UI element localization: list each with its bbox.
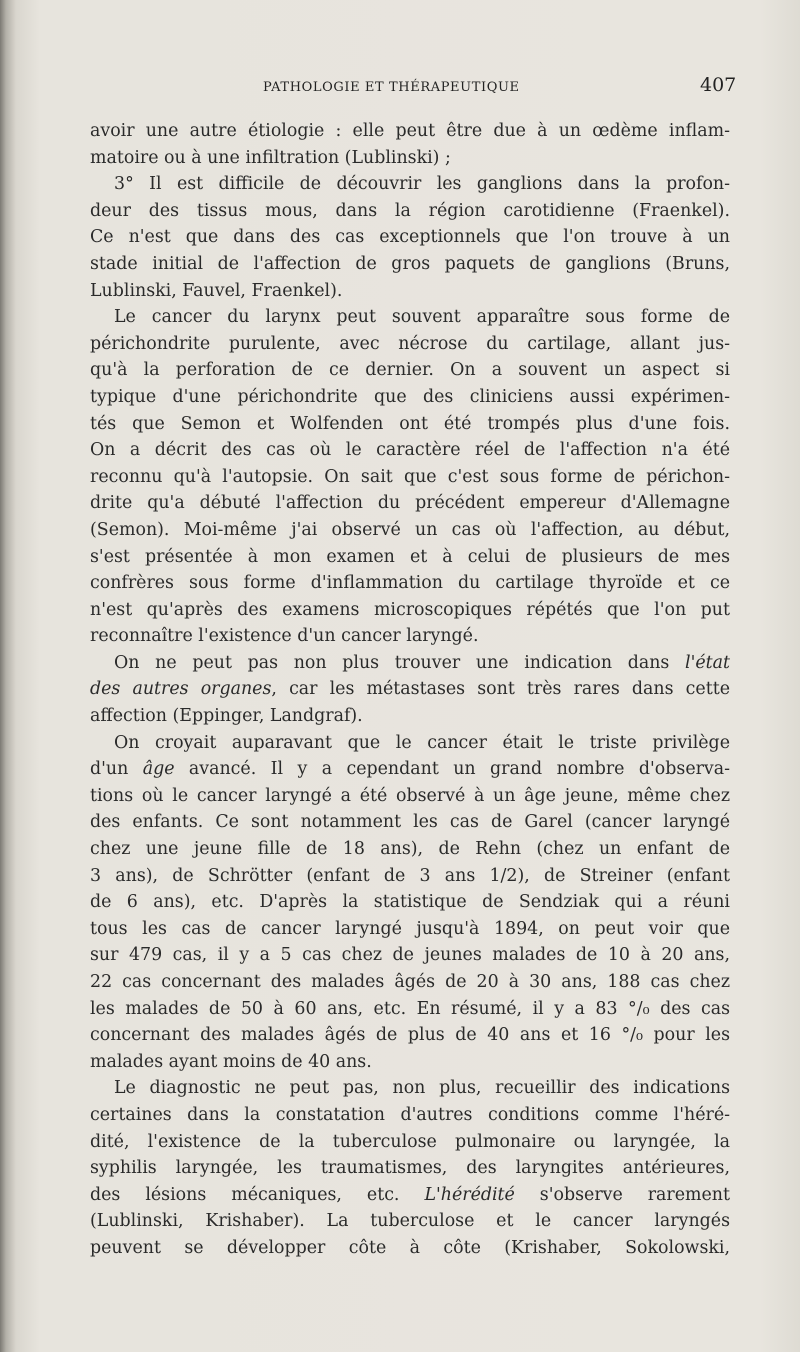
text-line: 3 ans), de Schrötter (enfant de 3 ans 1/2), de Streiner (enfant: [90, 865, 730, 886]
text-line: confrères sous forme d'inflammation du cartilage thyroïde et ce: [90, 573, 730, 594]
text-run: On ne peut pas non plus trouver une indication dans: [114, 652, 686, 673]
text-line: avoir une autre étiologie : elle peut être due à un œdème inflam-: [90, 121, 730, 141]
text-line: stade initial de l'affection de gros paquets de ganglions (Bruns,: [90, 253, 730, 274]
text-line: syphilis laryngée, les traumatismes, des laryngites antérieures,: [90, 1158, 730, 1179]
text-line: reconnaître l'existence d'un cancer laryngé.: [90, 626, 479, 647]
text-line: Le diagnostic ne peut pas, non plus, recueillir des indications: [114, 1078, 730, 1099]
text-line: On a décrit des cas où le caractère réel de l'affection n'a été: [90, 440, 730, 461]
text-line: (Lublinski, Krishaber). La tuberculose et le cancer laryngés: [90, 1211, 730, 1232]
text-line: On croyait auparavant que le cancer était le triste privilège: [114, 732, 730, 753]
text-line: concernant des malades âgés de plus de 40 ans et 16 °/₀ pour les: [90, 1025, 730, 1046]
text-run: des lésions mécaniques, etc.: [90, 1184, 425, 1205]
text-run: , car les métastases sont très rares dans cette: [271, 679, 730, 700]
text-line: deur des tissus mous, dans la région carotidienne (Fraenkel).: [90, 200, 730, 221]
text-run: s'observe rarement: [514, 1184, 730, 1205]
page-number: 407: [700, 74, 737, 96]
text-line: sur 479 cas, il y a 5 cas chez de jeunes malades de 10 à 20 ans,: [90, 945, 730, 966]
text-line: [90, 756, 730, 783]
text-line: malades ayant moins de 40 ans.: [90, 1051, 372, 1072]
text-line: typique d'une périchondrite que des cliniciens aussi expérimen-: [90, 386, 730, 407]
text-line: 3° Il est difficile de découvrir les ganglions dans la profon-: [114, 174, 730, 195]
text-line: n'est qu'après des examens microscopiques répétés que l'on put: [90, 599, 730, 620]
text-line: reconnu qu'à l'autopsie. On sait que c'est sous forme de périchon-: [90, 466, 730, 487]
running-head-title: PATHOLOGIE ET THÉRAPEUTIQUE: [263, 80, 520, 95]
text-line: des enfants. Ce sont notamment les cas de Garel (cancer laryngé: [90, 812, 730, 833]
text-line: (Semon). Moi-même j'ai observé un cas où l'affection, au début,: [90, 519, 730, 540]
text-line: tions où le cancer laryngé a été observé à un âge jeune, même chez: [90, 785, 730, 806]
text-line: s'est présentée à mon examen et à celui de plusieurs de mes: [90, 546, 730, 567]
text-line: matoire ou à une infiltration (Lublinski) ;: [90, 147, 451, 168]
italic-run: L'hérédité: [424, 1184, 515, 1205]
text-line: peuvent se développer côte à côte (Krishaber, Sokolowski,: [90, 1237, 730, 1258]
text-line: certaines dans la constatation d'autres conditions comme l'héré-: [90, 1104, 730, 1125]
text-line: tous les cas de cancer laryngé jusqu'à 1894, on peut voir que: [90, 918, 730, 939]
italic-run: l'état: [685, 652, 730, 673]
body-text: [90, 118, 730, 1262]
text-run: avancé. Il y a cependant un grand nombre d'observa-: [174, 759, 730, 780]
italic-run: des autres organes: [90, 679, 272, 700]
text-line: Le cancer du larynx peut souvent apparaître sous forme de: [114, 307, 730, 328]
text-line: [90, 1182, 730, 1209]
text-line: de 6 ans), etc. D'après la statistique de Sendziak qui a réuni: [90, 892, 730, 913]
text-line: 22 cas concernant des malades âgés de 20 à 30 ans, 188 cas chez: [90, 972, 730, 992]
text-line: tés que Semon et Wolfenden ont été trompés plus d'une fois.: [90, 413, 730, 434]
text-line: [90, 676, 730, 703]
text-line: Lublinski, Fauvel, Fraenkel).: [90, 280, 343, 301]
text-line: qu'à la perforation de ce dernier. On a souvent un aspect si: [90, 360, 730, 381]
text-line: [90, 650, 730, 677]
text-line: drite qu'a débuté l'affection du précédent empereur d'Allemagne: [90, 493, 730, 514]
text-line: périchondrite purulente, avec nécrose du cartilage, allant jus-: [90, 333, 730, 354]
text-run: d'un: [90, 759, 143, 780]
text-line: Ce n'est que dans des cas exceptionnels que l'on trouve à un: [90, 227, 730, 248]
text-line: affection (Eppinger, Landgraf).: [90, 706, 363, 727]
running-head: [0, 74, 800, 104]
text-line: dité, l'existence de la tuberculose pulmonaire ou laryngée, la: [90, 1131, 730, 1152]
text-line: les malades de 50 à 60 ans, etc. En résumé, il y a 83 °/₀ des cas: [90, 998, 730, 1019]
text-line: chez une jeune fille de 18 ans), de Rehn (chez un enfant de: [90, 839, 730, 860]
italic-run: âge: [142, 759, 175, 780]
